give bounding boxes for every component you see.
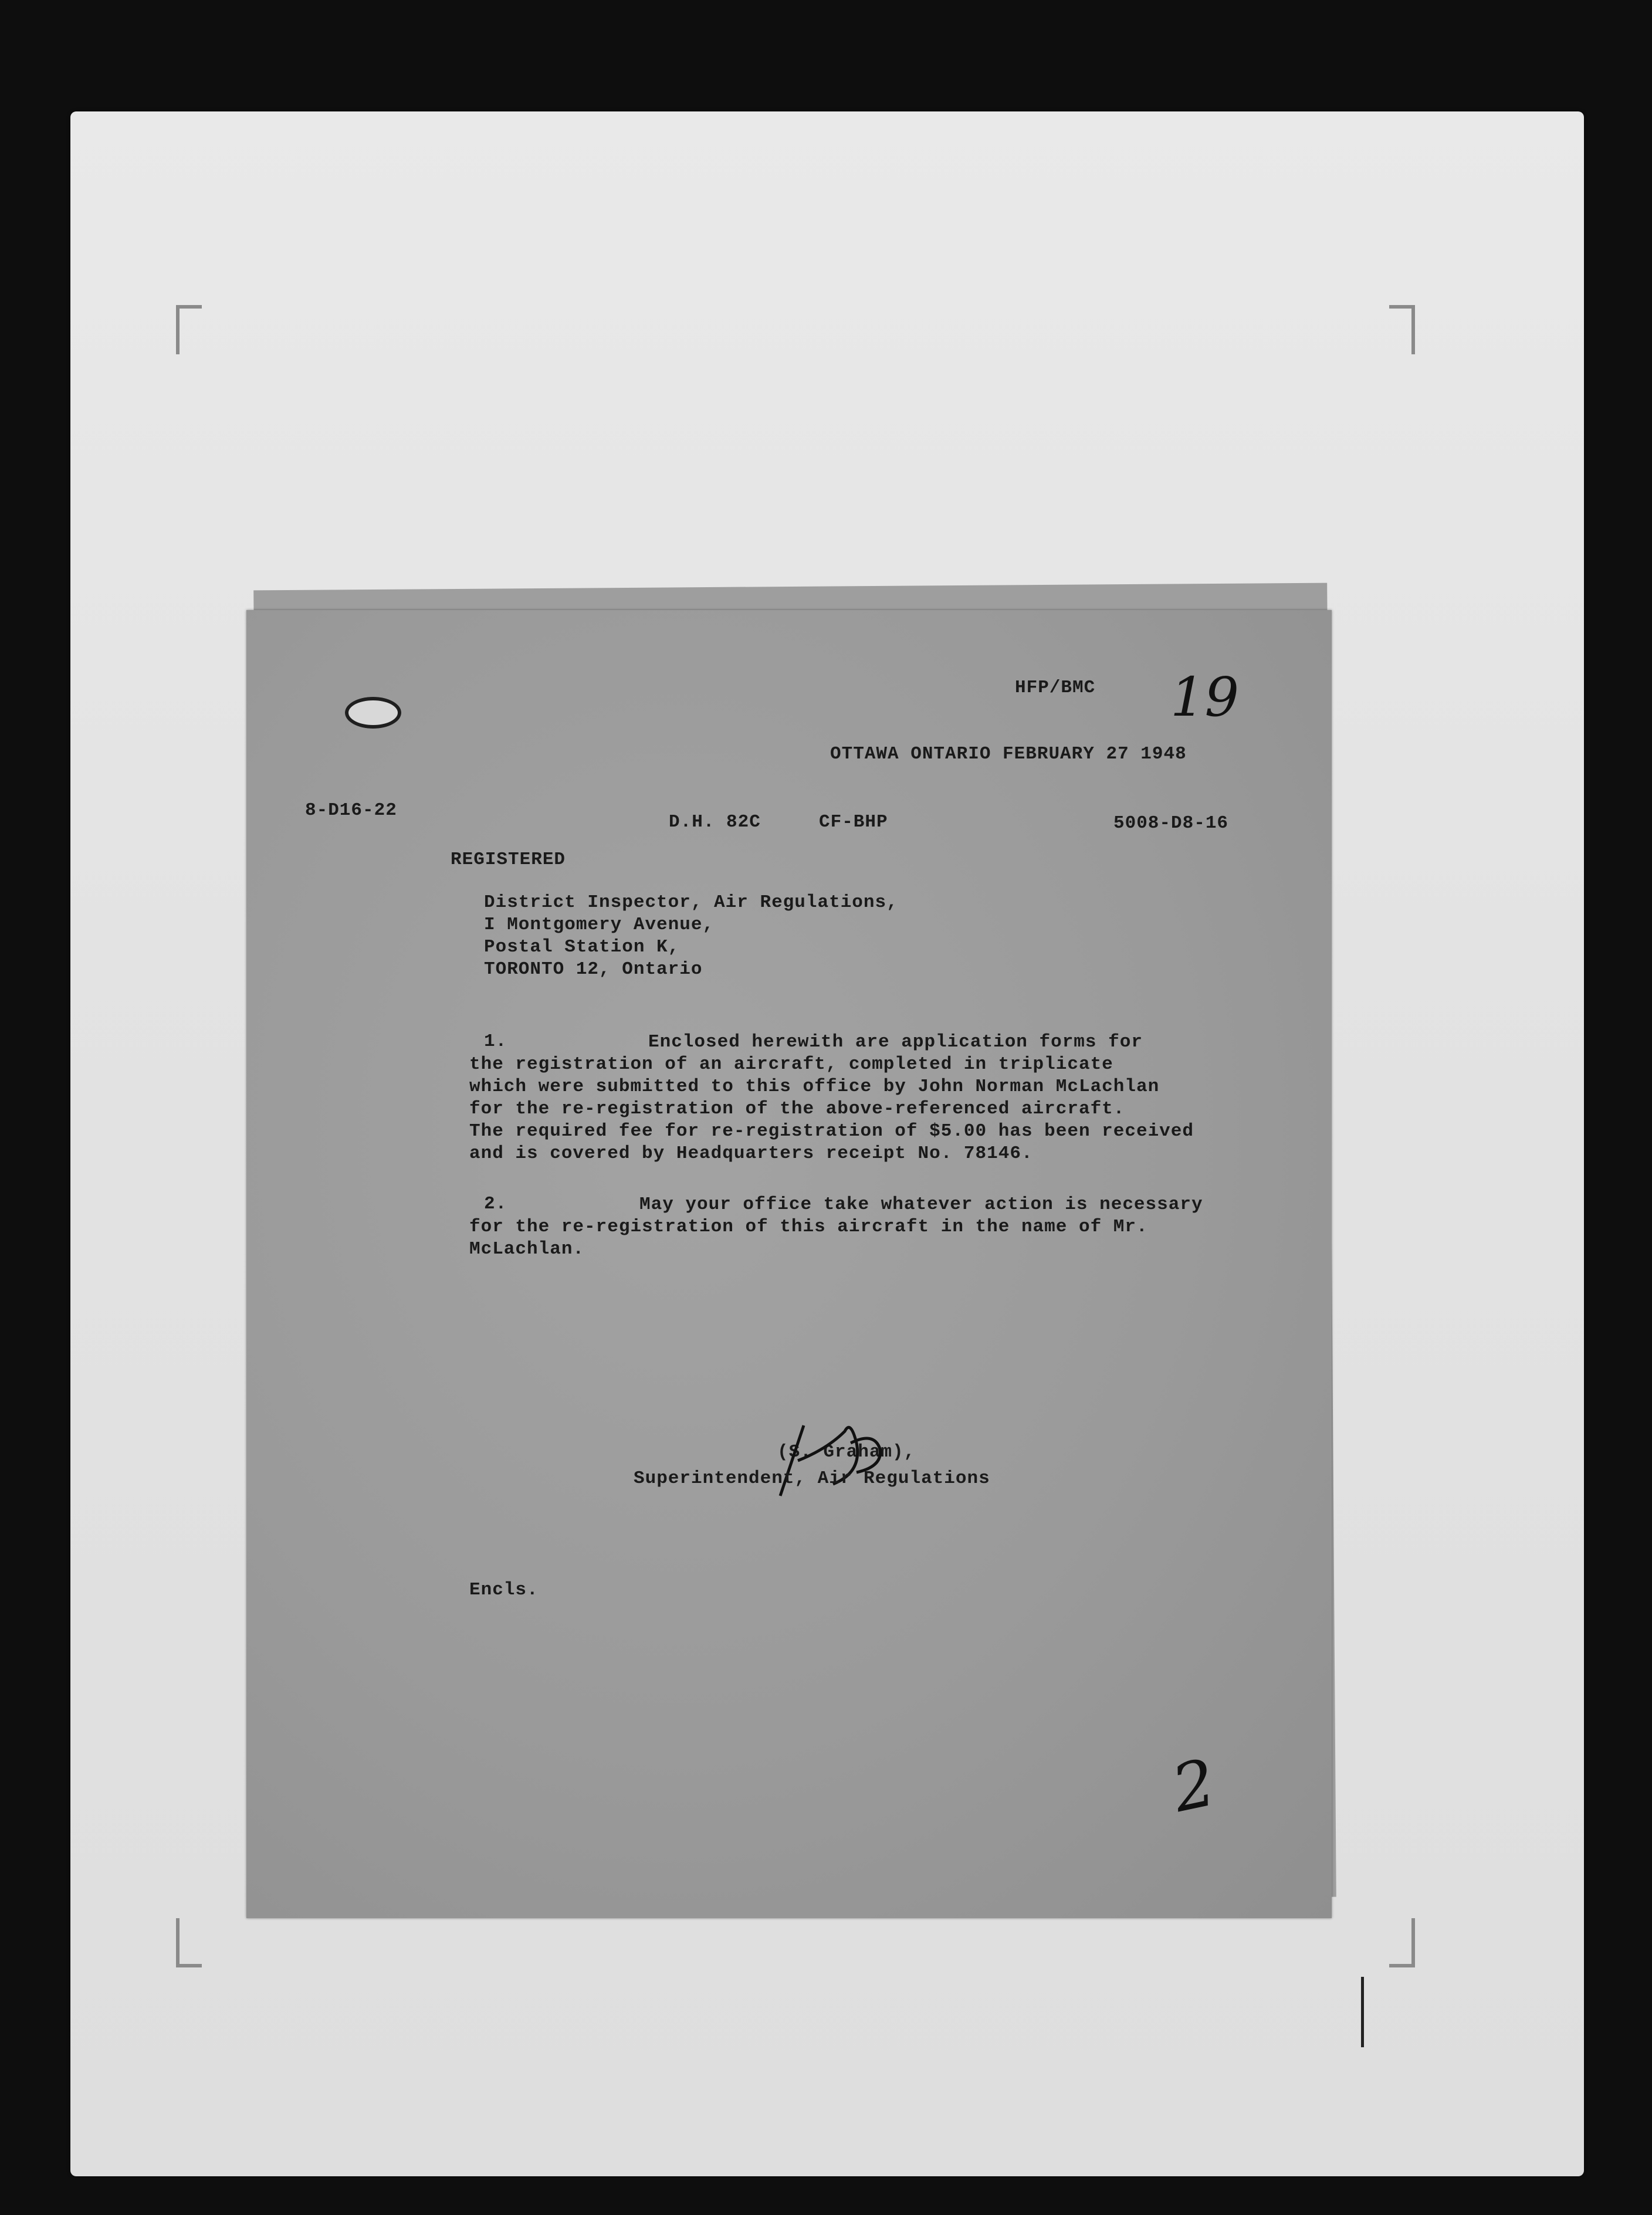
signature-title: Superintendent, Air Regulations	[634, 1468, 990, 1489]
address-line: I Montgomery Avenue,	[484, 915, 715, 935]
paragraph-line: for the re-registration of the above-referenced aircraft.	[469, 1099, 1125, 1119]
address-line: Postal Station K,	[484, 937, 680, 957]
paragraph-line: McLachlan.	[469, 1239, 585, 1259]
paragraph-line: the registration of an aircraft, completed in triplicate	[469, 1054, 1113, 1075]
paragraph-line: The required fee for re-registration of $5.00 has been received	[469, 1121, 1194, 1142]
place-and-date: OTTAWA ONTARIO FEBRUARY 27 1948	[830, 744, 1187, 764]
enclosures-note: Encls.	[469, 1580, 539, 1600]
paragraph-line: which were submitted to this office by John Norman McLachlan	[469, 1076, 1160, 1097]
file-number-right: 5008-D8-16	[1113, 813, 1229, 834]
crop-mark-bottom-right	[1389, 1918, 1415, 1967]
signature-name: (S. Graham),	[777, 1442, 916, 1462]
address-line: TORONTO 12, Ontario	[484, 959, 703, 980]
crop-mark-top-right	[1389, 305, 1415, 354]
paragraph-line: for the re-registration of this aircraft in the name of Mr.	[469, 1217, 1148, 1237]
aircraft-type: D.H. 82C	[669, 812, 761, 832]
letter-page	[246, 610, 1332, 1918]
reference-initials: HFP/BMC	[1015, 678, 1096, 698]
crop-mark-bottom-left	[176, 1918, 202, 1967]
crop-mark-top-left	[176, 305, 202, 354]
punch-hole	[345, 697, 401, 729]
address-line: District Inspector, Air Regulations,	[484, 892, 898, 913]
handwritten-bottom-mark: 2	[1166, 1745, 1222, 1827]
paragraph-2	[469, 1194, 1203, 1261]
paragraph-line: May your office take whatever action is necessary	[639, 1194, 1203, 1215]
registration-mark: CF-BHP	[819, 812, 888, 832]
file-number-left: 8-D16-22	[305, 800, 397, 821]
paragraph-1-number: 1.	[484, 1031, 507, 1052]
handwritten-page-number: 19	[1170, 666, 1240, 729]
paragraph-line: and is covered by Headquarters receipt No. 78146.	[469, 1143, 1033, 1164]
recipient-address	[484, 892, 898, 981]
paragraph-2-number: 2.	[484, 1194, 507, 1214]
paragraph-line: Enclosed herewith are application forms for	[648, 1032, 1143, 1052]
margin-rule	[1361, 1977, 1364, 2047]
paragraph-1	[469, 1031, 1194, 1165]
delivery-method: REGISTERED	[451, 849, 566, 870]
handwritten-signature	[763, 1408, 915, 1513]
